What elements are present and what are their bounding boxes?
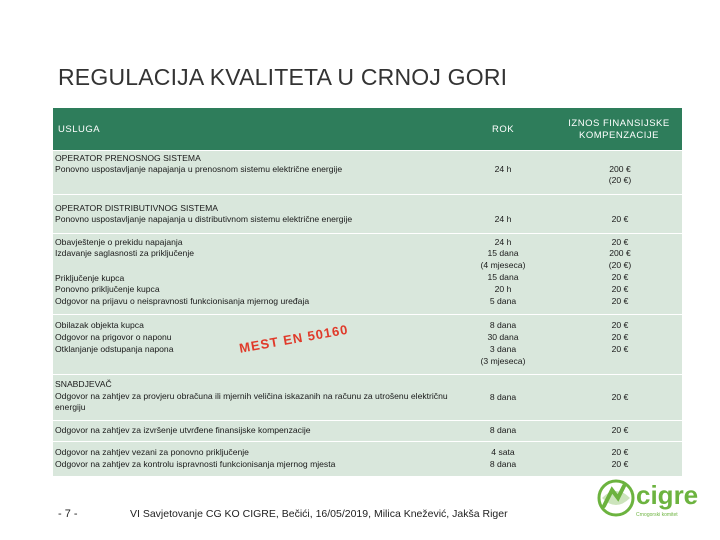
row3-rok-1: 24 h [494,237,512,247]
row3-rok-2: 15 dana [487,248,519,258]
row1-iznos-1: 200 € [609,164,631,174]
row3-rok-6: 5 dana [489,296,517,306]
row7-iznos-2: 20 € [611,459,629,469]
row3-iznos-3: (20 €) [608,260,632,270]
row4-rok-2: 30 dana [487,332,519,342]
row7-rok-2: 8 dana [489,459,517,469]
row7-service-2: Odgovor na zahtjev za kontrolu ispravnosti funkcionisanja mjernog mjesta [55,459,336,469]
row5-service: Odgovor na zahtjev za provjeru obračuna ili mjernih veličina iskazanih na računu za utrošenu električnu energiju [55,391,448,412]
row5-iznos: 20 € [611,392,629,402]
row4-iznos-3: 20 € [611,344,629,354]
mest-en-50160-stamp: MEST EN 50160 [238,321,350,356]
row1-rok: 24 h [494,164,512,174]
row3-service-5: Ponovno priključenje kupca [55,284,160,294]
header-rok: ROK [491,124,515,135]
row3-rok-5: 20 h [494,284,512,294]
row7-service-1: Odgovor na zahtjev vezani za ponovno priključenje [55,447,249,457]
row2-section-label: OPERATOR DISTRIBUTIVNOG SISTEMA [55,203,218,213]
row3-service-1: Obavještenje o prekidu napajanja [55,237,183,247]
header-usluga: USLUGA [58,124,101,135]
row4-rok-4: (3 mjeseca) [480,356,526,366]
row2-service: Ponovno uspostavljanje napajanja u distributivnom sistemu električne energije [55,214,353,224]
row4-iznos-1: 20 € [611,320,629,330]
row4-iznos-2: 20 € [611,332,629,342]
row4-rok-3: 3 dana [489,344,517,354]
row3-service-6: Odgovor na prijavu o neispravnosti funkcionisanja mjernog uređaja [55,296,310,306]
row2-rok: 24 h [494,214,512,224]
row1-section-label: OPERATOR PRENOSNOG SISTEMA [55,153,201,163]
row3-rok-4: 15 dana [487,272,519,282]
header-iznos: IZNOS FINANSIJSKE KOMPENZACIJE [568,118,670,141]
row3-iznos-4: 20 € [611,272,629,282]
row3-iznos-5: 20 € [611,284,629,294]
row3-service-2: Izdavanje saglasnosti za priključenje [55,248,195,258]
page-title: REGULACIJA KVALITETA U CRNOJ GORI [58,64,508,90]
row6-iznos: 20 € [611,425,629,435]
row3-iznos-1: 20 € [611,237,629,247]
row7-iznos-1: 20 € [611,447,629,457]
row3-rok-3: (4 mjeseca) [480,260,526,270]
row7-rok-1: 4 sata [491,447,515,457]
row4-service-3: Otklanjanje odstupanja napona [55,344,174,354]
cigre-wordmark: cigre [636,480,699,510]
row6-service: Odgovor na zahtjev za izvršenje utvrđene finansijske kompenzacije [55,425,311,435]
row3-service-4: Priključenje kupca [55,273,125,283]
row1-service: Ponovno uspostavljanje napajanja u prenosnom sistemu električne energije [55,164,343,174]
table-header [53,108,682,150]
cigre-tagline: Crnogorski komitet [636,512,678,518]
row4-service-1: Obilazak objekta kupca [55,320,144,330]
row4-service-2: Odgovor na prigovor o naponu [55,332,172,342]
row1-iznos-2: (20 €) [608,175,632,185]
row5-section-label: SNABDJEVAČ [55,379,112,389]
page-number: - 7 - [58,508,78,520]
row5-rok: 8 dana [489,392,517,402]
row4-rok-1: 8 dana [489,320,517,330]
row6-rok: 8 dana [489,425,517,435]
row2-iznos: 20 € [611,214,629,224]
row3-iznos-2: 200 € [609,248,631,258]
cigre-logo [594,476,714,526]
footer-text: VI Savjetovanje CG KO CIGRE, Bečići, 16/05/2019, Milica Knežević, Jakša Riger [130,508,508,520]
row3-iznos-6: 20 € [611,296,629,306]
